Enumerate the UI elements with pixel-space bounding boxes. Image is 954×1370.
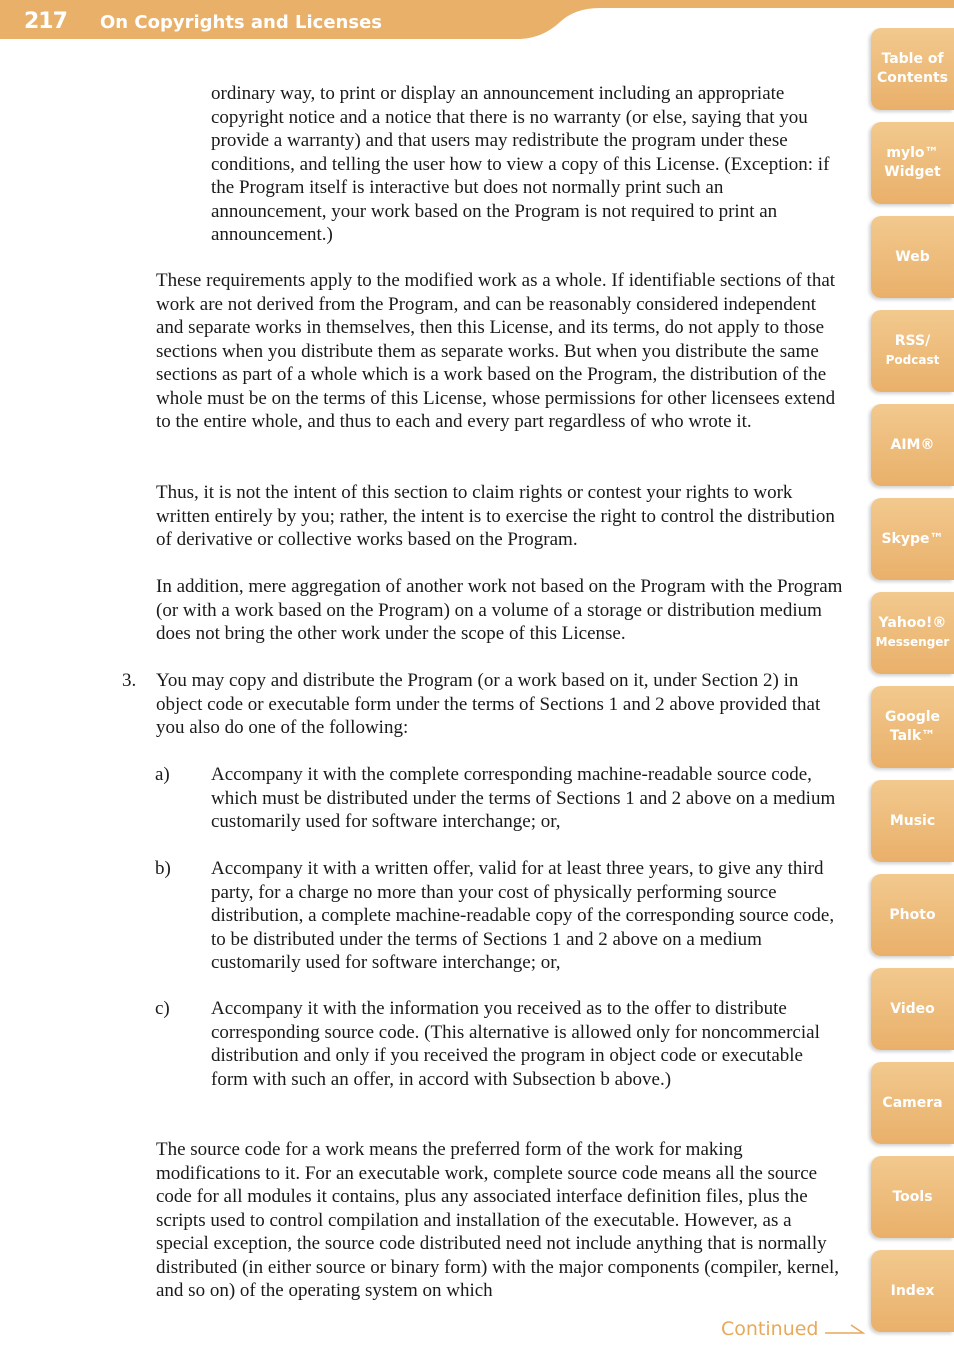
paragraph-requirements: These requirements apply to the modified work as a whole. If identifiable sections of that work are not derived from the Program, and can be reasonably considered independent and separate works in themselves, then this License, and its terms, do not apply to those sections when you distribute them as separate works. But when you distribute the same sections as part of a whole which is a work based on the Program, the distribution of the whole must be on the terms of this License, whose permissions for other licensees extend to the entire whole, and thus to each and every part regardless of who wrote it. (156, 270, 836, 432)
list-item-c: Accompany it with the information you received as to the offer to distribute corresponding source code. (This alternative is allowed only for noncommercial distribution and only if you received the program in object code or executable form with such an offer, in accord with Subsection b above.) (211, 998, 820, 1090)
tab-label-line1: RSS/ (894, 333, 931, 349)
tab-google-talk[interactable] (871, 686, 954, 768)
tab-label-line1: mylo™ (886, 145, 939, 161)
tab-rss-podcast[interactable] (871, 310, 954, 392)
tab-label-line1: Table of (881, 51, 944, 67)
paragraph-aggregation: In addition, mere aggregation of another work not based on the Program with the Program (or with a work based on the Program) on a volume of a storage or distribution medium does not bring the other work under the scope of this License. (156, 576, 843, 644)
tab-aim[interactable] (871, 404, 954, 486)
list-item-b: Accompany it with a written offer, valid for at least three years, to give any third party, for a charge no more than your cost of physically performing source distribution, a complete machine-readable copy of the corresponding source code, to be distributed under the terms of Sections 1 and 2 above on a medium customarily used for software interchange; or, (211, 858, 835, 973)
tab-index[interactable] (871, 1250, 954, 1332)
tab-label-line1: Camera (882, 1094, 943, 1111)
tab-label-line1: Google (884, 709, 941, 725)
arrow-right-icon (825, 1322, 865, 1336)
tab-label-line1: AIM® (890, 436, 935, 453)
page-header (0, 0, 954, 40)
tab-label-line2: Contents (876, 70, 949, 86)
tab-video[interactable] (871, 968, 954, 1050)
tab-label-line1: Photo (889, 906, 936, 923)
list-item-3: You may copy and distribute the Program (or a work based on it, under Section 2) in object code or executable form under the terms of Sections 1 and 2 above provided that you also do one of the following: (156, 670, 821, 738)
tab-tools[interactable] (871, 1156, 954, 1238)
tab-label-line1: Video (890, 1000, 935, 1017)
paragraph-source-code: The source code for a work means the preferred form of the work for making modifications to it. For an executable work, complete source code means all the source code for all modules it contains, plus any associated interface definition files, plus the scripts used to control compilation and installation of the executable. However, as a special exception, the source code distributed need not include anything that is normally distributed (in either source or binary form) with the major components (compiler, kernel, and so on) of the operating system on which (156, 1139, 840, 1301)
tab-label-line1: Web (895, 248, 930, 265)
list-item-a: Accompany it with the complete corresponding machine-readable source code, which must be distributed under the terms of Sections 1 and 2 above on a medium customarily used for software interchange; or, (211, 764, 836, 832)
page-number: 217 (24, 9, 67, 34)
tab-label-line2: Podcast (885, 353, 940, 367)
list-marker-a: a) (155, 764, 170, 785)
tab-skype[interactable] (871, 498, 954, 580)
list-marker-b: b) (155, 858, 171, 879)
tab-label-line2: Talk™ (889, 728, 936, 744)
continued-link[interactable] (721, 1318, 865, 1340)
tab-label-line1: Tools (892, 1188, 933, 1205)
tab-web[interactable] (871, 216, 954, 298)
tab-label-line1: Skype™ (881, 530, 944, 547)
tab-table-of-contents[interactable] (871, 28, 954, 110)
page-title: On Copyrights and Licenses (100, 12, 382, 33)
tab-yahoo-messenger[interactable] (871, 592, 954, 674)
tab-label-line1: Music (889, 812, 936, 829)
list-marker-3: 3. (122, 670, 137, 691)
tab-label-line2: Messenger (875, 635, 950, 649)
list-marker-c: c) (155, 998, 170, 1019)
tab-music[interactable] (871, 780, 954, 862)
tab-photo[interactable] (871, 874, 954, 956)
tab-label-line1: Index (890, 1282, 935, 1299)
paragraph-intent: Thus, it is not the intent of this section to claim rights or contest your rights to work written entirely by you; rather, the intent is to exercise the right to control the distribution of derivative or collective works based on the Program. (156, 482, 835, 550)
tab-label-line2: Widget (884, 164, 941, 180)
tab-camera[interactable] (871, 1062, 954, 1144)
tab-label-line1: Yahoo!® (878, 615, 947, 631)
paragraph-announcement: ordinary way, to print or display an announcement including an appropriate copyright notice and a notice that there is no warranty (or else, saying that you provide a warranty) and that users may redistribute the program under these conditions, and telling the user how to view a copy of this License. (Exception: if the Program itself is interactive but does not normally print such an announcement, your work based on the Program is not required to print an announcement.) (211, 83, 830, 245)
tab-mylo-widget[interactable] (871, 122, 954, 204)
continued-label: Continued (721, 1318, 819, 1340)
